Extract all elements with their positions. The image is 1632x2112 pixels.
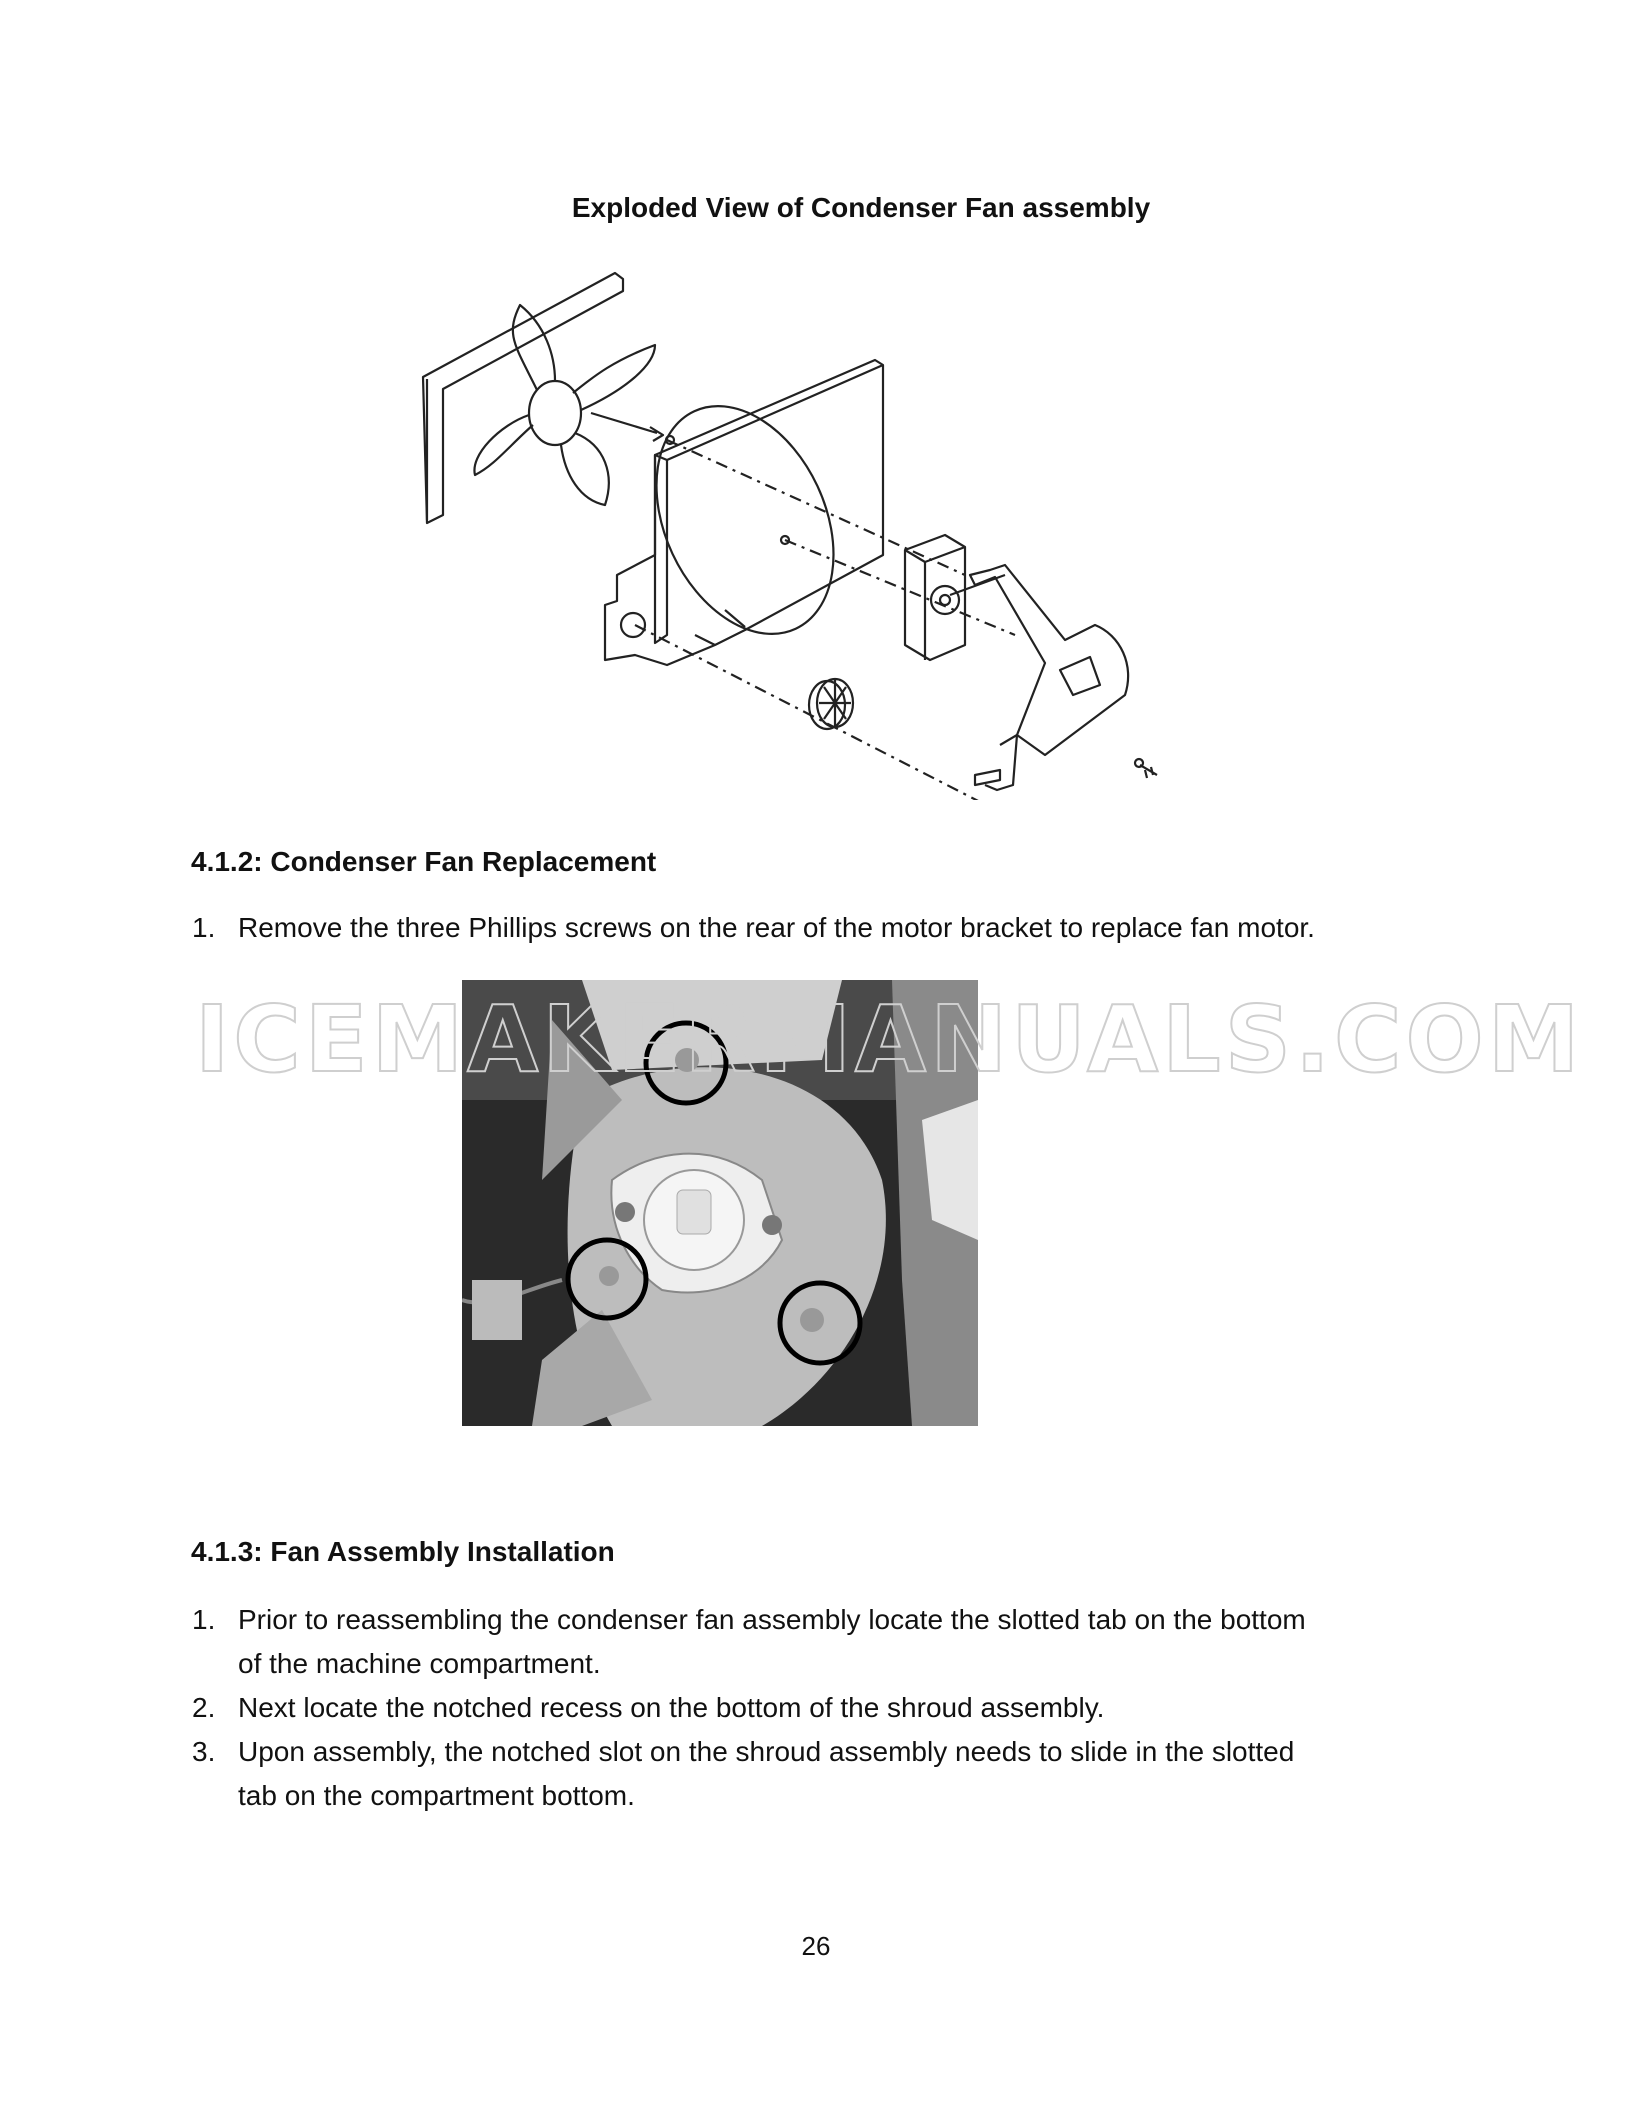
list-text: Remove the three Phillips screws on the rear of the motor bracket to replace fan motor. [238, 912, 1315, 943]
list-item [192, 1598, 1306, 1686]
section-heading-4-1-2: 4.1.2: Condenser Fan Replacement [191, 846, 657, 877]
cover-panel [423, 273, 623, 523]
screw [1135, 759, 1157, 778]
list-item [192, 1730, 1295, 1818]
exploded-view-diagram [405, 265, 1205, 800]
motor-bracket [970, 565, 1128, 790]
grommet [809, 679, 853, 729]
list-text-line: tab on the compartment bottom. [238, 1780, 635, 1811]
list-text-line: Next locate the notched recess on the bottom of the shroud assembly. [238, 1692, 1105, 1723]
figure-caption: Exploded View of Condenser Fan assembly [571, 192, 1151, 223]
watermark: ICEMAKERMANUALS.COM [195, 986, 1584, 1093]
list-number: 3. [192, 1736, 216, 1767]
list-item [192, 906, 1315, 950]
page-number: 26 [801, 1931, 831, 1961]
section-heading-4-1-3: 4.1.3: Fan Assembly Installation [191, 1536, 615, 1567]
list-number: 1. [192, 912, 216, 943]
list-item [192, 1686, 1105, 1730]
list-text-line: Upon assembly, the notched slot on the shroud assembly needs to slide in the slotted [238, 1736, 1295, 1767]
fan-shroud [605, 360, 883, 665]
list-text-line: Prior to reassembling the condenser fan assembly locate the slotted tab on the bottom [238, 1604, 1306, 1635]
list-number: 2. [192, 1692, 216, 1723]
list-number: 1. [192, 1604, 216, 1635]
list-text-line: of the machine compartment. [238, 1648, 601, 1679]
